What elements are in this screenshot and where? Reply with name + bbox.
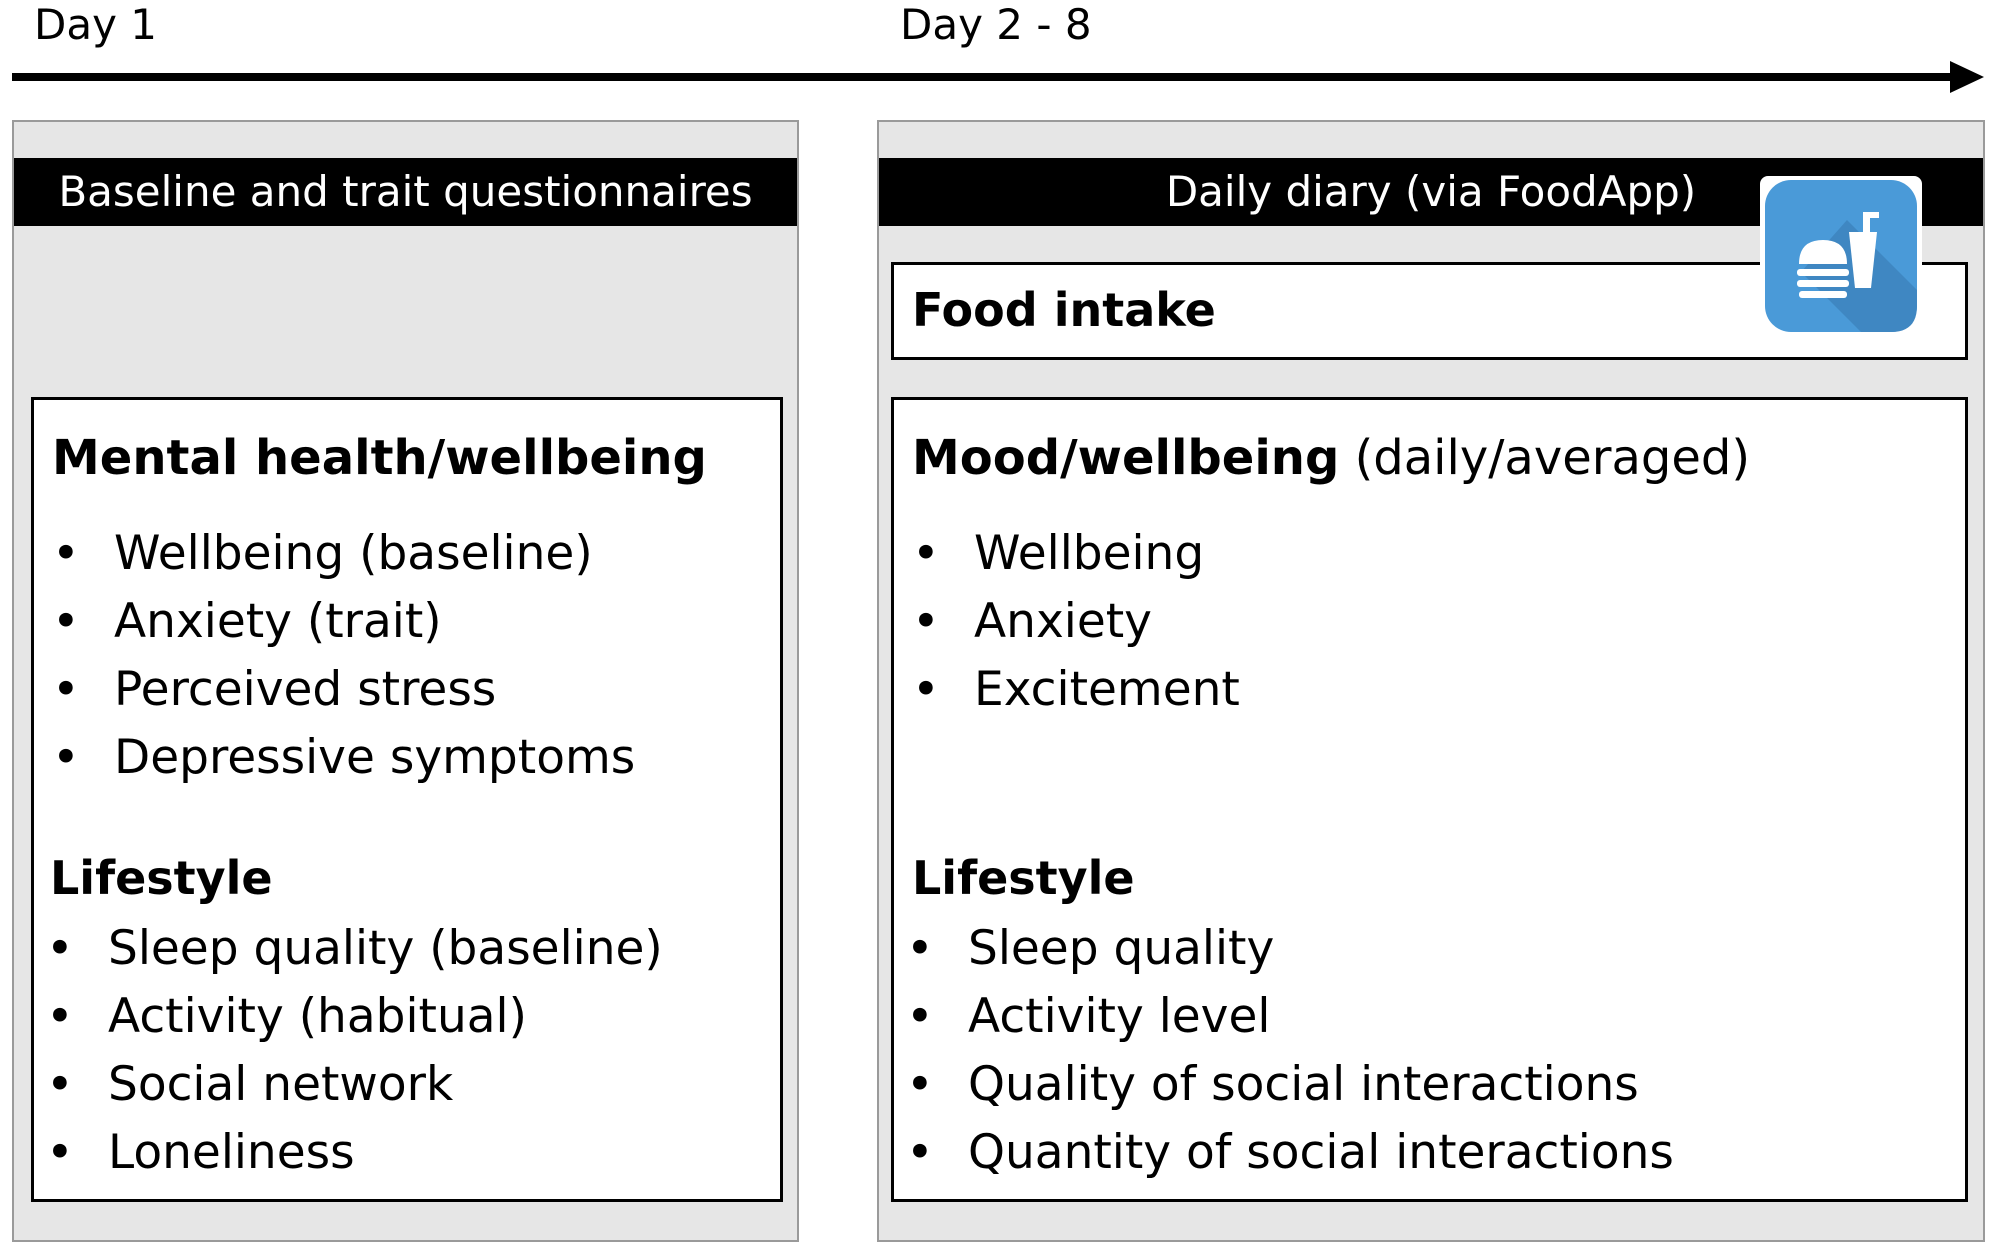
list-item: • Quantity of social interactions [906, 1119, 1674, 1187]
bullet-icon: • [912, 594, 940, 649]
list-item: • Wellbeing [912, 520, 1240, 588]
food-intake-title: Food intake [912, 283, 1216, 337]
bullet-icon: • [46, 1125, 74, 1180]
list-item: • Perceived stress [52, 656, 635, 724]
right-lifestyle-title: Lifestyle [912, 851, 1135, 905]
timeline-end-label: Day 2 - 8 [900, 0, 1092, 49]
mood-wellbeing-title: Mood/wellbeing (daily/averaged) [912, 430, 1751, 486]
bullet-icon: • [52, 594, 80, 649]
left-measures-box [31, 397, 783, 1202]
list-item: • Activity (habitual) [46, 983, 663, 1051]
list-item: • Quality of social interactions [906, 1051, 1674, 1119]
bullet-icon: • [912, 662, 940, 717]
list-item: • Anxiety [912, 588, 1240, 656]
timeline-start-label: Day 1 [34, 0, 158, 49]
right-lifestyle-list [906, 915, 1674, 1187]
bullet-icon: • [906, 989, 934, 1044]
list-item: • Excitement [912, 656, 1240, 724]
left-lifestyle-title: Lifestyle [50, 851, 273, 905]
mental-health-title: Mental health/wellbeing [52, 430, 707, 486]
left-panel-header: Baseline and trait questionnaires [14, 158, 797, 226]
mental-health-list [52, 520, 635, 792]
list-item: • Social network [46, 1051, 663, 1119]
bullet-icon: • [52, 730, 80, 785]
bullet-icon: • [46, 989, 74, 1044]
list-item: • Sleep quality (baseline) [46, 915, 663, 983]
bullet-icon: • [906, 1125, 934, 1180]
food-app-burger-drink-icon [1765, 180, 1917, 332]
bullet-icon: • [46, 1057, 74, 1112]
right-panel-header: Daily diary (via FoodApp) [879, 158, 1983, 226]
bullet-icon: • [52, 662, 80, 717]
bullet-icon: • [912, 526, 940, 581]
left-lifestyle-list [46, 915, 663, 1187]
list-item: • Sleep quality [906, 915, 1674, 983]
list-item: • Loneliness [46, 1119, 663, 1187]
bullet-icon: • [906, 921, 934, 976]
bullet-icon: • [906, 1057, 934, 1112]
bullet-icon: • [52, 526, 80, 581]
mood-wellbeing-list [912, 520, 1240, 724]
bullet-icon: • [46, 921, 74, 976]
left-panel [12, 120, 799, 1242]
list-item: • Depressive symptoms [52, 724, 635, 792]
list-item: • Activity level [906, 983, 1674, 1051]
timeline-arrow-head-icon [1950, 61, 1984, 93]
right-measures-box [891, 397, 1968, 1202]
timeline-arrow-line [12, 73, 1957, 81]
list-item: • Wellbeing (baseline) [52, 520, 635, 588]
list-item: • Anxiety (trait) [52, 588, 635, 656]
